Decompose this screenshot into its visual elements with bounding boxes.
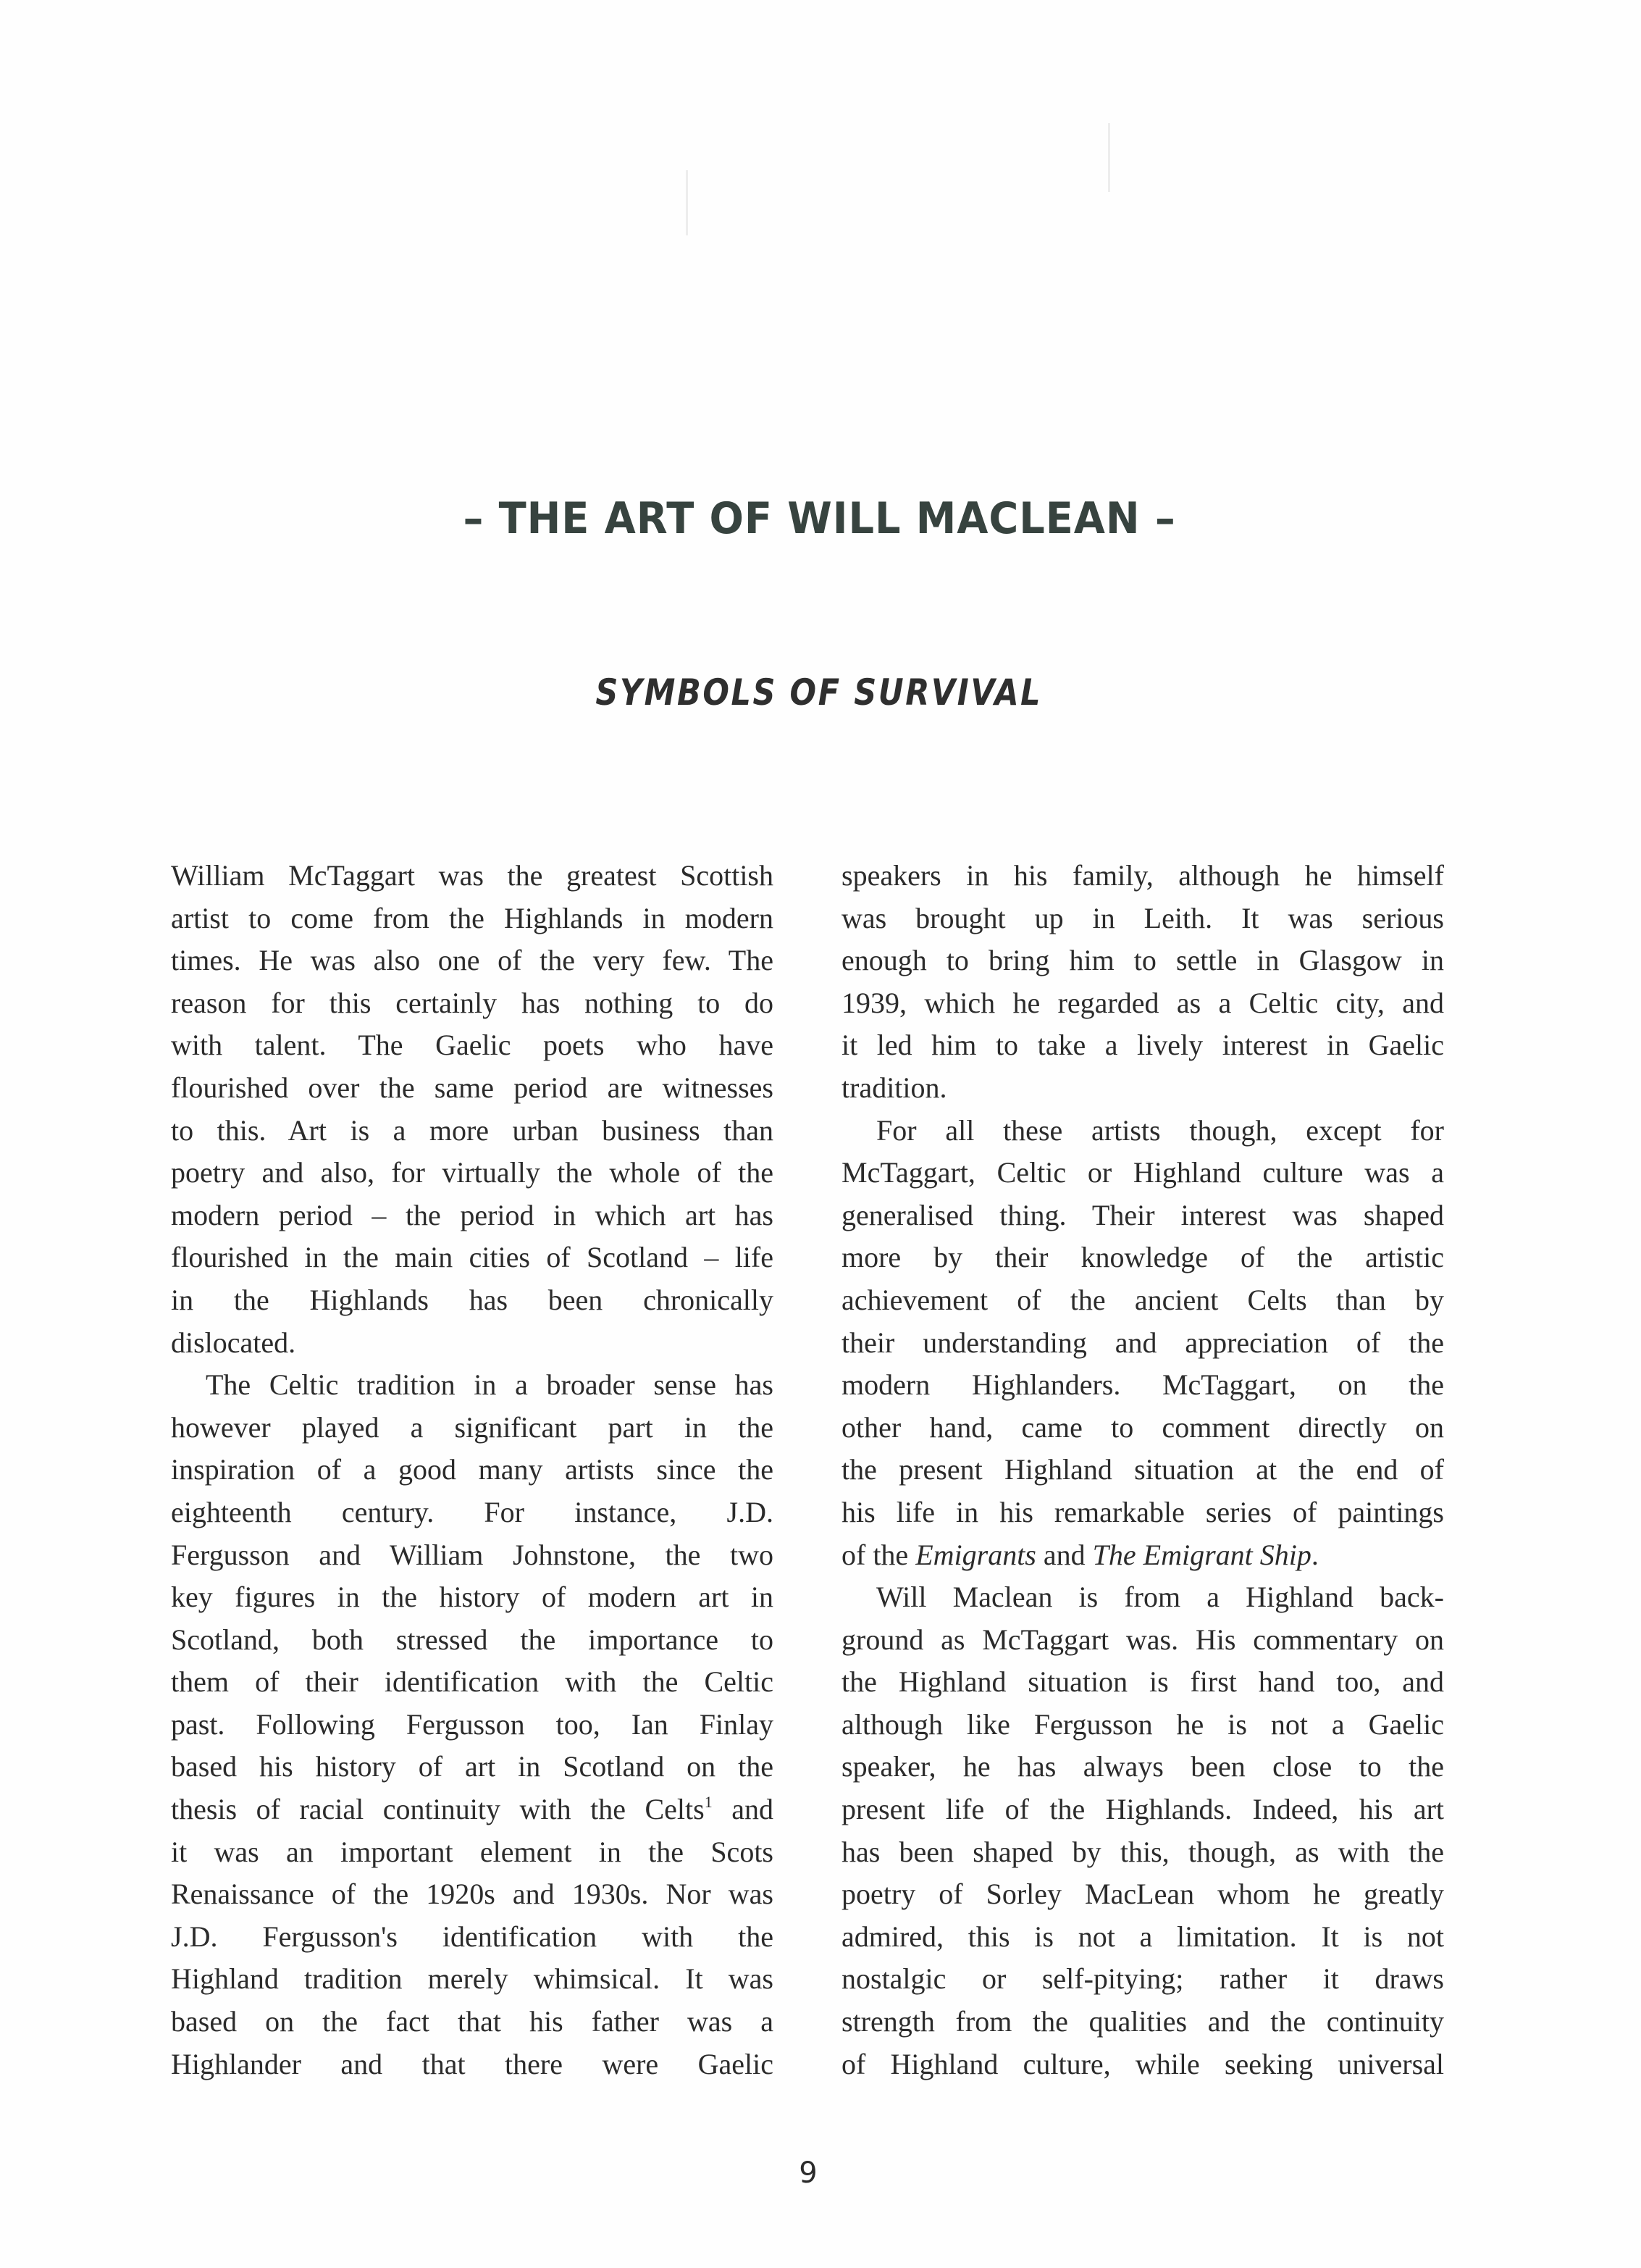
body-line: achievement of the ancient Celts than by [842, 1283, 1444, 1316]
body-line: it was an important element in the Scots [171, 1835, 773, 1868]
body-line: speaker, he has always been close to the [842, 1750, 1444, 1783]
body-line-with-titles [842, 1534, 1444, 1577]
body-line: more by their knowledge of the artistic [842, 1241, 1444, 1274]
body-line-with-footnote [171, 1788, 773, 1831]
body-line: Will Maclean is from a Highland back- [876, 1581, 1444, 1614]
body-line: of Highland culture, while seeking universal [842, 2047, 1444, 2080]
body-line: artist to come from the Highlands in modern [171, 901, 773, 934]
body-line: nostalgic or self-pitying; rather it draws [842, 1962, 1444, 1996]
body-line: to this. Art is a more urban business than [171, 1113, 773, 1147]
body-line: the present Highland situation at the end of [842, 1453, 1444, 1486]
body-line: with talent. The Gaelic poets who have [171, 1029, 773, 1062]
body-line: enough to bring him to settle in Glasgow in [842, 944, 1444, 977]
body-line: speakers in his family, although he himself [842, 859, 1444, 892]
body-line-text: and [1036, 1538, 1093, 1571]
body-line: Fergusson and William Johnstone, the two [171, 1538, 773, 1571]
body-line: J.D. Fergusson's identification with the [171, 1920, 773, 1953]
body-line: although like Fergusson he is not a Gaelic [842, 1707, 1444, 1741]
body-line: in the Highlands has been chronically [171, 1283, 773, 1316]
body-line: 1939, which he regarded as a Celtic city, and [842, 986, 1444, 1019]
body-line-text: and [712, 1793, 773, 1826]
body-line: Highland tradition merely whimsical. It was [171, 1962, 773, 1996]
body-line: McTaggart, Celtic or Highland culture was a [842, 1156, 1444, 1189]
body-line: strength from the qualities and the continuity [842, 2005, 1444, 2038]
body-line: was brought up in Leith. It was serious [842, 901, 1444, 934]
body-line: eighteenth century. For instance, J.D. [171, 1495, 773, 1528]
body-line: based on the fact that his father was a [171, 2005, 773, 2038]
right-text-column [842, 855, 1444, 2085]
chapter-title: – THE ART OF WILL MACLEAN – [463, 493, 1176, 545]
body-line-text: . [1311, 1538, 1319, 1571]
artwork-title: The Emigrant Ship [1092, 1538, 1311, 1571]
body-line: other hand, came to comment directly on [842, 1410, 1444, 1444]
body-line: present life of the Highlands. Indeed, his art [842, 1793, 1444, 1826]
artwork-title: Emigrants [915, 1538, 1036, 1571]
body-line: generalised thing. Their interest was shaped [842, 1198, 1444, 1231]
chapter-subtitle: SYMBOLS OF SURVIVAL [595, 671, 1043, 714]
body-line-text: of the [842, 1538, 916, 1571]
footnote-marker[interactable]: 1 [704, 1793, 713, 1812]
body-line: modern Highlanders. McTaggart, on the [842, 1368, 1444, 1402]
body-line: flourished over the same period are witnesses [171, 1071, 773, 1104]
body-line: modern period – the period in which art has [171, 1198, 773, 1231]
body-line: Highlander and that there were Gaelic [171, 2047, 773, 2080]
body-line: key figures in the history of modern art in [171, 1581, 773, 1614]
body-line: however played a significant part in the [171, 1410, 773, 1444]
left-text-column [171, 855, 773, 2085]
page-number: 9 [799, 2156, 818, 2190]
scan-artifact-mark [1108, 123, 1110, 192]
body-line: Renaissance of the 1920s and 1930s. Nor was [171, 1878, 773, 1911]
body-line: reason for this certainly has nothing to do [171, 986, 773, 1019]
body-line: the Highland situation is first hand too, and [842, 1665, 1444, 1699]
body-line: has been shaped by this, though, as with the [842, 1835, 1444, 1868]
body-line: poetry and also, for virtually the whole of the [171, 1156, 773, 1189]
body-line: admired, this is not a limitation. It is not [842, 1920, 1444, 1953]
body-line: past. Following Fergusson too, Ian Finlay [171, 1707, 773, 1741]
body-line: William McTaggart was the greatest Scottish [171, 859, 773, 892]
body-line: based his history of art in Scotland on the [171, 1750, 773, 1783]
body-line: them of their identification with the Celtic [171, 1665, 773, 1699]
body-line: times. He was also one of the very few. The [171, 944, 773, 977]
body-line: it led him to take a lively interest in Gaelic [842, 1029, 1444, 1062]
body-line-text: thesis of racial continuity with the Celts [171, 1793, 705, 1826]
scan-artifact-mark [686, 170, 688, 235]
body-line: their understanding and appreciation of the [842, 1326, 1444, 1359]
body-line: his life in his remarkable series of paintings [842, 1495, 1444, 1528]
body-line: For all these artists though, except for [876, 1113, 1444, 1147]
body-line: flourished in the main cities of Scotland – life [171, 1241, 773, 1274]
body-line: inspiration of a good many artists since the [171, 1453, 773, 1486]
body-line: Scotland, both stressed the importance to [171, 1623, 773, 1656]
body-line: The Celtic tradition in a broader sense has [206, 1368, 773, 1402]
body-line: poetry of Sorley MacLean whom he greatly [842, 1878, 1444, 1911]
body-line: dislocated. [171, 1326, 296, 1359]
body-line: tradition. [842, 1071, 947, 1104]
body-line: ground as McTaggart was. His commentary on [842, 1623, 1444, 1656]
